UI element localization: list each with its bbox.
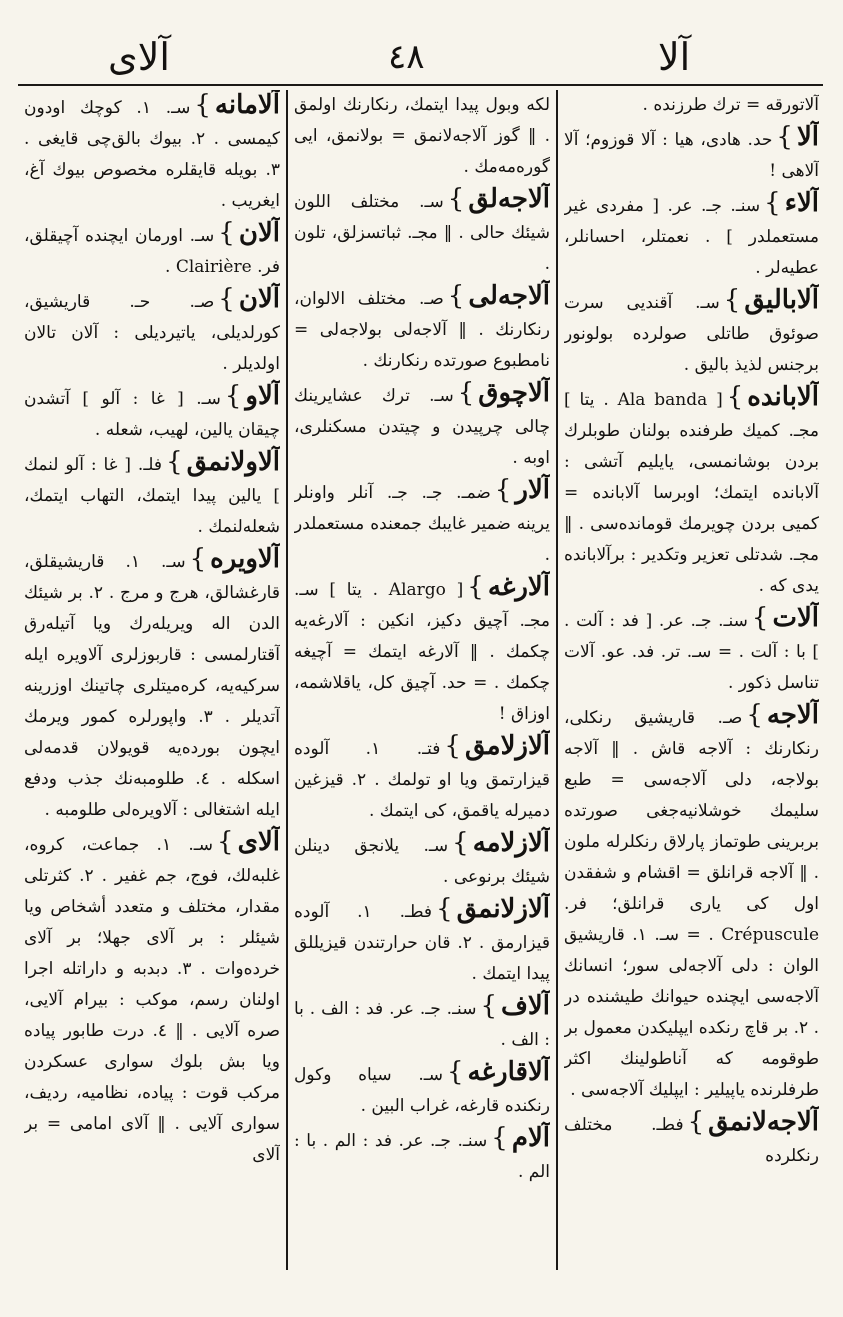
page-number: ٤٨ xyxy=(388,37,425,77)
brace-mark: } xyxy=(166,447,183,477)
brace-mark: } xyxy=(218,218,235,248)
dictionary-entry xyxy=(24,827,280,1171)
entry-headword: آلاء xyxy=(784,188,819,218)
header-guide-word-left: آلاى xyxy=(108,35,170,79)
entry-headword: آلاجه‌لى xyxy=(468,281,550,311)
entry-definition: سـ. ١. كوچك اودون كيمسى . ٢. بيوك بالق‌چى قايغى . ٣. بويله قايقلره مخصوص بيوك آغ، ايغريب . xyxy=(24,98,280,211)
entry-definition: سـ. سياه وكول رنكنده قارغه، غراب البين . xyxy=(294,1065,550,1116)
page-header xyxy=(18,14,823,86)
entry-headword: آلازلامه xyxy=(472,828,550,858)
entry-headword: آلام xyxy=(511,1123,550,1153)
dictionary-entry xyxy=(294,475,550,571)
brace-mark: } xyxy=(446,1057,464,1087)
entry-headword: آلاجه‌لانمق xyxy=(708,1107,819,1137)
entry-headword: آلاويره xyxy=(210,544,280,574)
dictionary-entry xyxy=(24,544,280,826)
brace-mark: } xyxy=(189,544,207,574)
dictionary-entry xyxy=(294,90,550,183)
entry-headword: آلان xyxy=(238,218,280,248)
entry-headword: آلازلانمق xyxy=(456,894,550,924)
entry-definition: [ Ala banda . يتا ] مجـ. كميك طرفنده بولنان طوبلرك بردن بوشانمسى، يايليم آتشى : آلاباندە ايتمك؛ اوبرسا آلاباندە = كميى بردن چويرمك قوماندەسى . ‖ مجـ. شدتلى تعزير وتكدير : برآلاباندە يدى كه . xyxy=(564,390,819,596)
entry-definition: ضمـ. جـ. جـ. آنلر واونلر يرينه ضمير غايبك جمعنده مستعملدر . xyxy=(294,483,550,565)
dictionary-entry xyxy=(564,1107,819,1172)
dictionary-entry xyxy=(294,572,550,730)
dictionary-entry xyxy=(564,122,819,187)
entry-definition: آلاتورقه = ترك طرزنده . xyxy=(642,95,819,115)
entry-headword: آلاى xyxy=(237,827,280,857)
entry-definition: [ Alargo . يتا ] سـ. مجـ. آچيق دكيز، انكين : آلارغه‌يه چكمك . ‖ آلارغه ايتمك = آچيغه چكمك . = حد. آچيق كل، ياقلاشمه، اوزاق ! xyxy=(294,580,550,724)
entry-definition: حد. هادى، هيا : آلا قوزوم؛ آلا آلاهى ! xyxy=(564,130,819,181)
brace-mark: } xyxy=(447,184,465,214)
column-center xyxy=(294,90,550,1275)
dictionary-entry xyxy=(24,381,280,446)
dictionary-entry xyxy=(564,603,819,699)
brace-mark: } xyxy=(764,188,781,218)
dictionary-entry xyxy=(24,284,280,380)
brace-mark: } xyxy=(452,828,469,858)
dictionary-entry xyxy=(564,188,819,284)
entry-definition: فطـ. مختلف رنكلرده xyxy=(564,1115,819,1166)
entry-headword: آلان xyxy=(238,284,280,314)
entry-definition: صـ. قاريشيق رنكلى، رنكارنك : آلاجه قاش . ‖ آلاجه بولاجه، دلى آلاجه‌سى = طبع سليمك خوشلانيه‌جغى صورتده بربرينى طوتماز پارلاق رنكلرله ملون . ‖ آلاجه قرانلق = اقشام و شفقدن اول كى يارى قرانلق؛ فر. Crépuscule . = سـ. ١. قاريشيق الوان : دلى آلاجه‌لى سور؛ انسانك آلاجه‌سى ايچنده حيوانك طيشنده در . ٢. بر قاچ رنكده ايپليكدن معمول بر طوقومه كه آناطولينك اكثر طرفلرنده ياپيلير : ايپليك آلاجه‌سى . xyxy=(564,708,819,1100)
dictionary-entry xyxy=(294,184,550,280)
brace-mark: } xyxy=(480,991,497,1021)
entry-definition: سنـ. جـ. عر. [ فد : آلت . ] با : آلت . = سـ. تر. فد. عو. آلات تناسل ذكور . xyxy=(564,611,819,693)
entry-headword: آلا xyxy=(796,122,819,152)
entry-headword: آلاباندە xyxy=(747,382,819,412)
entry-headword: آلاولانمق xyxy=(186,447,280,477)
entry-definition: صـ. حـ. قاريشيق، كورلديلى، ياتيرديلى : آلان تالان اولديلر . xyxy=(24,292,280,374)
header-guide-word-right: آلا xyxy=(658,35,691,79)
brace-mark: } xyxy=(746,700,763,730)
dictionary-entry xyxy=(294,991,550,1056)
entry-definition: سنـ. جـ. عر. فد : الف . با : الف . xyxy=(294,999,550,1050)
column-right xyxy=(564,90,819,1275)
dictionary-entry xyxy=(294,1057,550,1122)
dictionary-entry xyxy=(564,700,819,1106)
entry-definition: سـ. اورمان ايچنده آچيقلق، فر. Clairière . xyxy=(24,226,280,277)
entry-definition: سـ. يلانجق دينلن شيئك برنوعى . xyxy=(294,836,550,887)
brace-mark: } xyxy=(436,894,453,924)
dictionary-entry xyxy=(564,90,819,121)
entry-headword: آلامانه xyxy=(214,90,280,120)
column-left xyxy=(24,90,280,1275)
entry-definition: سنـ. جـ. عر. فد : الم . با : الم . xyxy=(294,1131,550,1182)
entry-definition: فطـ. ١. آلوده قيزارمق . ٢. قان حرارتندن قيزيللق پيدا ايتمك . xyxy=(294,902,550,984)
entry-definition: فلـ. [ غا : آلو لنمك ] يالين پيدا ايتمك، التهاب ايتمك، شعله‌لنمك . xyxy=(24,455,280,537)
column-divider xyxy=(286,90,288,1270)
dictionary-entry xyxy=(24,447,280,543)
column-divider xyxy=(556,90,558,1270)
entry-headword: آلاچوق xyxy=(478,378,550,408)
entry-definition: سـ. [ غا : آلو ] آتشدن چيقان يالين، لهيب، شعله . xyxy=(24,389,280,440)
entry-headword: آلاو xyxy=(245,381,280,411)
dictionary-entry xyxy=(294,894,550,990)
entry-definition: لكه وبول پيدا ايتمك، رنكارنك اولمق . ‖ گوز آلاجه‌لانمق = بولانمق، ايى گوره‌مه‌مك . xyxy=(294,95,550,177)
brace-mark: } xyxy=(194,90,211,120)
entry-definition: فتـ. ١. آلوده قيزارتمق ويا او تولمك . ٢. قيزغين دميرله ياقمق، كى ايتمك . xyxy=(294,739,550,821)
brace-mark: } xyxy=(751,603,769,633)
entry-definition: سنـ. جـ. عر. [ مفردى غير مستعملدر ] . نعمتلر، احسانلر، عطيه‌لر . xyxy=(564,196,819,278)
brace-mark: } xyxy=(723,285,741,315)
entry-headword: آلاجه‌لق xyxy=(468,184,550,214)
dictionary-entry xyxy=(294,281,550,377)
brace-mark: } xyxy=(447,281,465,311)
entry-definition: سـ. مختلف اللون شيئك حالى . ‖ مجـ. ثباتسزلق، تلون . xyxy=(294,192,550,274)
brace-mark: } xyxy=(457,378,475,408)
entry-headword: آلاجه xyxy=(766,700,819,730)
entry-definition: سـ. آقنديى سرت صوئوق طاتلى صولرده بولونور برجنس لذيذ باليق . xyxy=(564,293,819,375)
dictionary-entry xyxy=(294,828,550,893)
entry-definition: سـ. ١. قاريشيقلق، قارغشالق، هرج و مرج . ٢. بر شيئك الدن اله ويريله‌رك ويا آتيله‌رق آقتارلمسى : قاربوزلرى آلاويره ايله سركيه‌يه، كرەميتلرى چاتينك اوزرينه آتديلر . ٣. واپورلره كمور ويرمك ايچون بورده‌يه قويولان قدمه‌لى اسكله . ٤. طلومبه‌نك جذب ودفع ايله اشتغالى : آلاويره‌لى طلومبه . xyxy=(24,552,280,820)
brace-mark: } xyxy=(217,827,234,857)
dictionary-entry xyxy=(564,382,819,602)
entry-headword: آلاف xyxy=(500,991,550,1021)
brace-mark: } xyxy=(444,731,461,761)
entry-headword: آلار xyxy=(515,475,550,505)
dictionary-entry xyxy=(294,731,550,827)
brace-mark: } xyxy=(776,122,793,152)
brace-mark: } xyxy=(687,1107,705,1137)
entry-headword: آلاقارغه xyxy=(467,1057,550,1087)
brace-mark: } xyxy=(224,381,242,411)
dictionary-entry xyxy=(24,218,280,283)
brace-mark: } xyxy=(218,284,235,314)
dictionary-entry xyxy=(294,378,550,474)
brace-mark: } xyxy=(726,382,744,412)
brace-mark: } xyxy=(491,1123,508,1153)
entry-definition: صـ. مختلف الالوان، رنكارنك . ‖ آلاجه‌لى بولاجه‌لى = نامطبوع صورتده رنكارنك . xyxy=(294,289,550,371)
brace-mark: } xyxy=(494,475,512,505)
entry-headword: آلات xyxy=(772,603,819,633)
entry-definition: سـ. ١. جماعت، كروه، غلبه‌لك، فوج، جم غفير . ٢. كثرتلى مقدار، مختلف و متعدد أشخاص ويا شيئلر : بر آلاى جهلا؛ بر آلاى خرده‌وات . ٣. دبدبه و داراتله اجرا اولنان رسم، موكب : بيرام آلايى، صره آلايى . ‖ ٤. درت طابور پياده ويا بش بلوك سوارى عسكردن مركب قوت : پياده، نظاميه، رديف، سوارى آلايى . ‖ آلاى امامى = بر آلاى xyxy=(24,835,280,1165)
dictionary-entry xyxy=(294,1123,550,1188)
entry-headword: آلابالیق xyxy=(744,285,819,315)
entry-headword: آلازلامق xyxy=(464,731,550,761)
entry-definition: سـ. ترك عشايرينك چالى چرپيدن و چيتدن مسكنلرى، اوبه . xyxy=(294,386,550,468)
entry-headword: آلارغه xyxy=(487,572,550,602)
dictionary-entry xyxy=(24,90,280,217)
dictionary-entry xyxy=(564,285,819,381)
brace-mark: } xyxy=(467,572,484,602)
